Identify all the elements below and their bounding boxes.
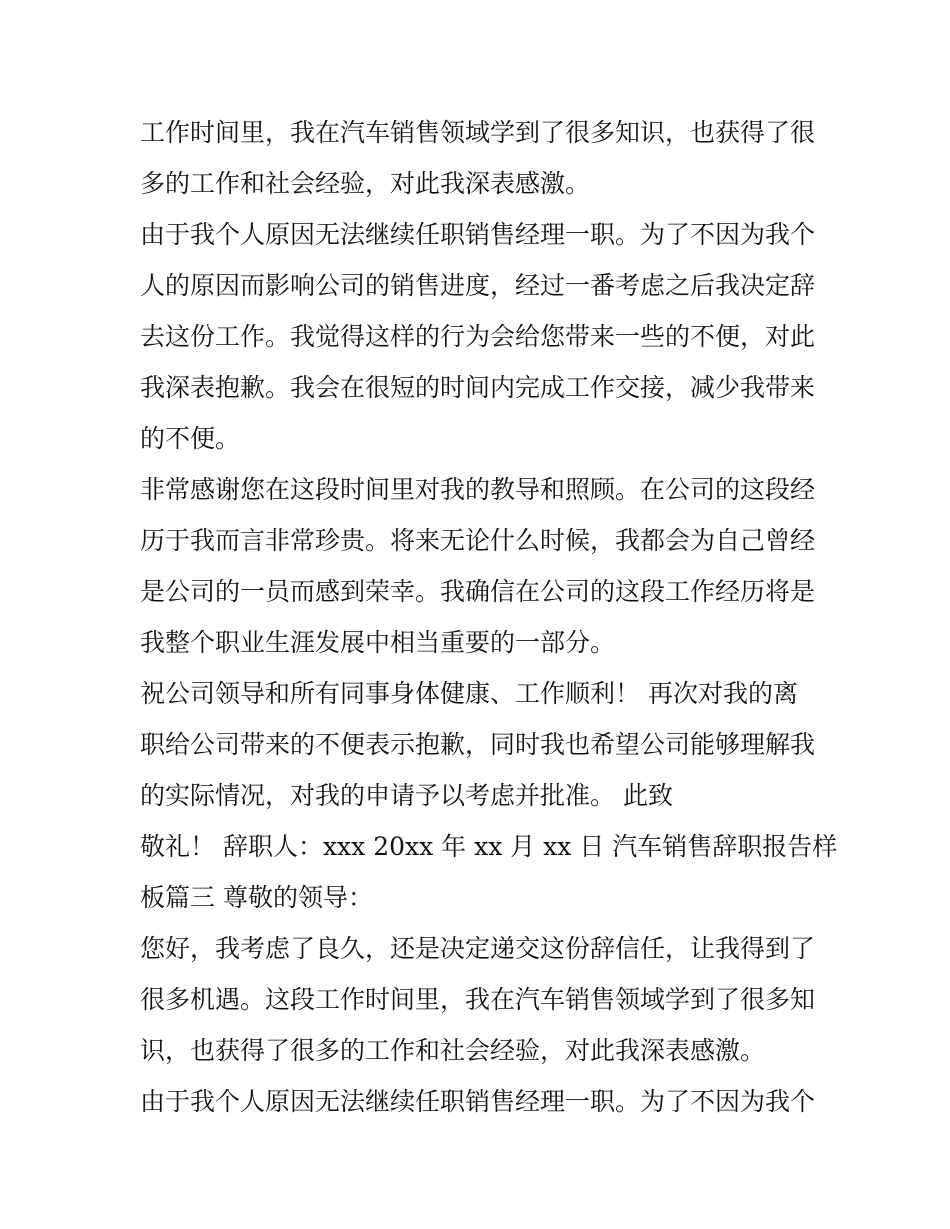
- text-line: 人的原因而影响公司的销售进度，经过一番考虑之后我决定辞: [140, 271, 816, 300]
- text-line: 我深表抱歉。我会在很短的时间内完成工作交接，减少我带来: [140, 373, 816, 402]
- text-line: 识，也获得了很多的工作和社会经验，对此我深表感激。: [140, 1036, 766, 1065]
- text-line: 多的工作和社会经验，对此我深表感激。: [140, 169, 591, 198]
- text-line: 去这份工作。我觉得这样的行为会给您带来一些的不便，对此: [140, 322, 816, 351]
- text-line: 我整个职业生涯发展中相当重要的一部分。: [140, 628, 616, 657]
- text-line: 由于我个人原因无法继续任职销售经理一职。为了不因为我个: [140, 220, 816, 249]
- text-line: 工作时间里，我在汽车销售领域学到了很多知识，也获得了很: [140, 118, 816, 147]
- document-body: [140, 107, 838, 1127]
- text-line: 历于我而言非常珍贵。将来无论什么时候，我都会为自己曾经: [140, 526, 816, 555]
- text-line: 是公司的一员而感到荣幸。我确信在公司的这段工作经历将是: [140, 577, 816, 606]
- text-line: 您好，我考虑了良久，还是决定递交这份辞信任，让我得到了: [140, 934, 816, 963]
- text-line: 敬礼！ 辞职人：xxx 20xx 年 xx 月 xx 日 汽车销售辞职报告样: [140, 832, 838, 861]
- text-line: 的实际情况，对我的申请予以考虑并批准。 此致: [140, 781, 673, 810]
- text-line: 非常感谢您在这段时间里对我的教导和照顾。在公司的这段经: [140, 475, 816, 504]
- text-line: 由于我个人原因无法继续任职销售经理一职。为了不因为我个: [140, 1087, 816, 1116]
- text-line: 职给公司带来的不便表示抱歉，同时我也希望公司能够理解我: [140, 730, 816, 759]
- text-line: 的不便。: [140, 424, 241, 453]
- text-line: 祝公司领导和所有同事身体健康、工作顺利！ 再次对我的离: [140, 679, 798, 708]
- text-line: 板篇三 尊敬的领导：: [140, 883, 373, 912]
- text-line: 很多机遇。这段工作时间里，我在汽车销售领域学到了很多知: [140, 985, 816, 1014]
